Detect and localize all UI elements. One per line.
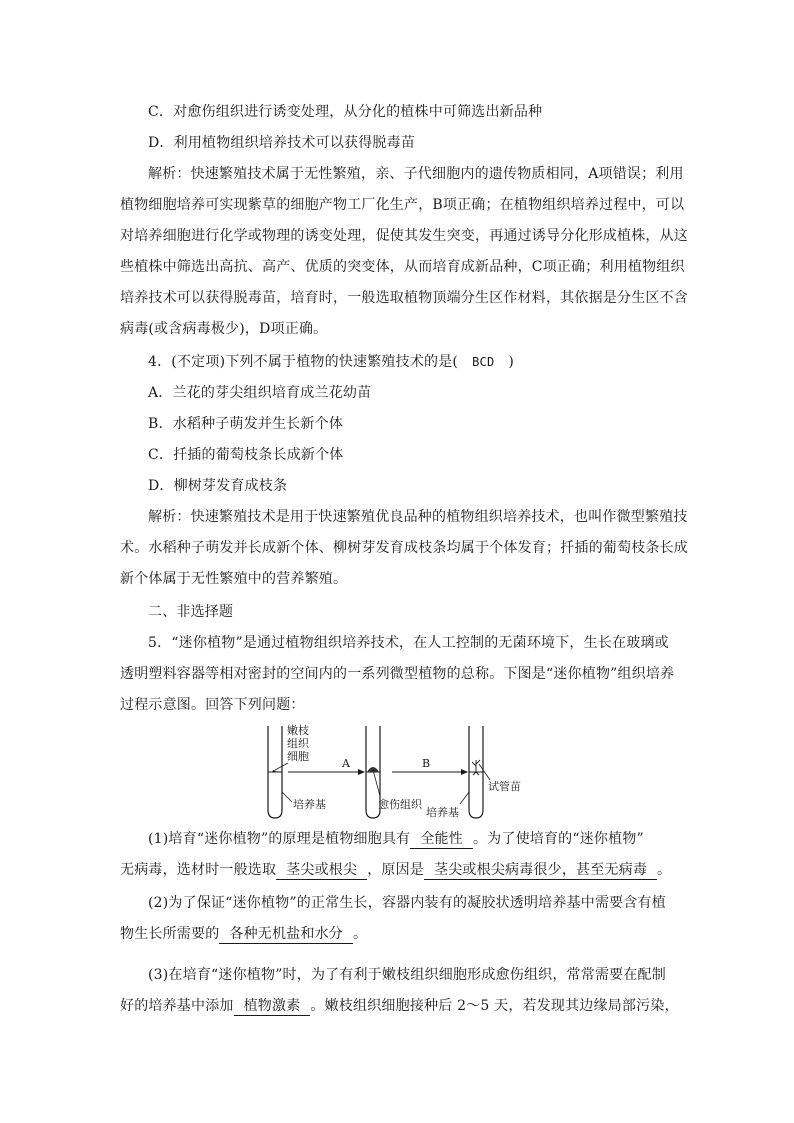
arrow-a-head [358,769,365,775]
q4-stem-prefix: 4．(不定项)下列不属于植物的快速繁殖技术的是( [148,354,459,370]
q5-part2-suffix: 。 [353,926,368,942]
q5-part3-line-2 [120,996,690,1016]
seedling-icon [472,760,480,775]
label-callus: 愈伤组织 [378,798,422,811]
label-tissue-2: 组织 [287,737,309,750]
label-seedling: 试管苗 [488,780,521,793]
q5-stem-line-1: 5．“迷你植物”是通过植物组织培养技术，在人工控制的无菌环境下，生长在玻璃或 [148,635,669,651]
label-medium-2: 培养基 [426,806,459,819]
q5-part3-suffix: 。嫩枝组织细胞接种后 2～5 天，若发现其边缘局部污染， [310,998,679,1014]
tissue-cell-piece [272,770,276,772]
q5-part1-suffix: 。为了使培育的“迷你植物” [472,831,644,847]
q5-part3-line-1: (3)在培育“迷你植物”时，为了有利于嫩枝组织细胞形成愈伤组织，常常需要在配制 [148,967,666,983]
q4-analysis-line-3: 新个体属于无性繁殖中的营养繁殖。 [120,571,348,587]
q5-part2-line-2 [120,924,690,944]
q5-part2-prefix: 物生长所需要的 [120,926,220,942]
q5-stem-line-3: 过程示意图。回答下列问题： [120,697,305,713]
section-heading-non-choice: 二、非选择题 [148,604,234,620]
q3-analysis-line-6: 病毒(或含病毒极少)，D项正确。 [120,321,328,337]
q5-part2-answer: 各种无机盐和水分 [219,925,353,944]
q4-option-a: A．兰花的芽尖组织培育成兰花幼苗 [148,385,372,401]
label-tissue-3: 细胞 [287,750,309,763]
q3-option-c: C．对愈伤组织进行诱变处理，从分化的植株中可筛选出新品种 [148,104,543,120]
arrow-b-head [461,769,468,775]
q4-option-b: B．水稻种子萌发并生长新个体 [148,416,344,432]
q3-analysis-line-2: 植物细胞培养可实现紫草的细胞产物工厂化生产，B项正确；在植物组织培养过程中，可以 [120,197,685,213]
q5-part2-line-1: (2)为了保证“迷你植物”的正常生长，容器内装有的凝胶状透明培养基中需要含有植 [148,895,666,911]
q3-analysis-line-1: 解析：快速繁殖技术属于无性繁殖，亲、子代细胞内的遗传物质相同，A项错误；利用 [148,166,684,182]
q5-stem-line-2: 透明塑料容器等相对密封的空间内的一系列微型植物的总称。下图是“迷你植物”组织培养 [120,666,675,682]
q5-part1-line-1 [148,829,690,849]
tissue-culture-svg [262,722,552,822]
test-tube-3 [469,726,483,818]
q3-analysis-line-5: 培养技术可以获得脱毒苗，培育时，一般选取植物顶端分生区作材料，其依据是分生区不含 [120,290,688,306]
q5-part1-answer-3: 茎尖或根尖病毒很少，甚至无病毒 [424,861,657,880]
label-tissue-1: 嫩枝 [287,724,309,737]
q4-analysis-line-1: 解析：快速繁殖技术是用于快速繁殖优良品种的植物组织培养技术，也叫作微型繁殖技 [148,509,688,525]
q3-analysis-line-3: 对培养细胞进行化学或物理的诱变处理，促使其发生突变，再通过诱导分化形成植株，从这 [120,228,688,244]
tissue-culture-diagram [262,722,552,822]
q5-part1-answer-2: 茎尖或根尖 [276,861,367,880]
q5-part1-line2-mid: ，原因是 [367,862,425,878]
label-medium-1: 培养基 [293,798,326,811]
q5-part3-prefix: 好的培养基中添加 [120,998,234,1014]
q3-option-d: D．利用植物组织培养技术可以获得脱毒苗 [148,135,416,151]
q5-part1-line2-prefix: 无病毒，选材时一般选取 [120,862,277,878]
q5-part1-line2-suffix: 。 [657,862,672,878]
q4-analysis-line-2: 术。水稻种子萌发并长成新个体、柳树芽发育成枝条均属于个体发育；扦插的葡萄枝条长成 [120,540,688,556]
test-tube-1 [268,726,282,818]
q5-part3-answer: 植物激素 [234,997,311,1016]
q4-stem-suffix: ) [508,354,515,370]
q5-part1-answer-1: 全能性 [410,830,473,849]
q4-answer: BCD [472,355,495,369]
q5-part1-prefix: (1)培育“迷你植物”的原理是植物细胞具有 [148,831,411,847]
label-step-b: B [422,757,431,770]
label-step-a: A [342,757,350,770]
q4-option-c: C．扦插的葡萄枝条长成新个体 [148,447,344,463]
q5-part1-line-2 [120,860,690,880]
q4-stem [148,352,690,372]
q3-analysis-line-4: 些植株中筛选出高抗、高产、优质的突变体，从而培育成新品种，C项正确；利用植物组织 [120,259,685,275]
q4-option-d: D．柳树芽发育成枝条 [148,478,288,494]
